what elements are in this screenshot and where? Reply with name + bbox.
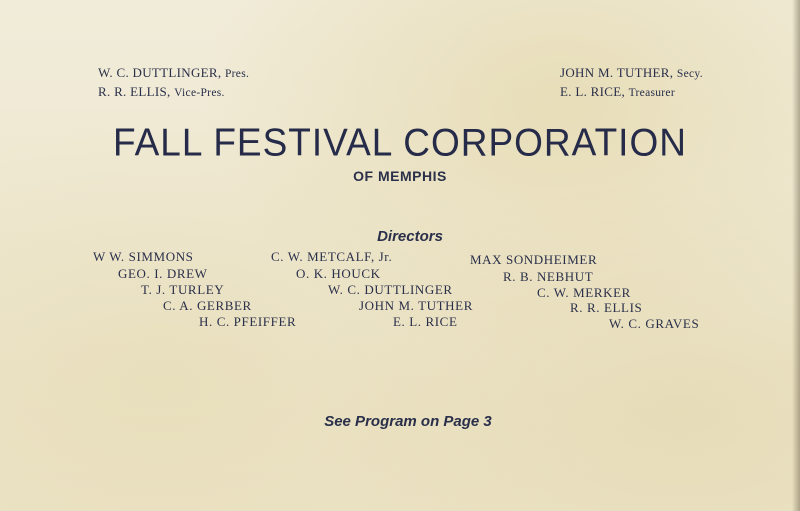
director-name: R. B. NEBHUT	[503, 269, 594, 284]
director-name: O. K. HOUCK	[296, 266, 381, 281]
officer-role: Secy.	[676, 68, 703, 80]
officer-role: Vice-Pres.	[174, 87, 225, 99]
officer-treasurer	[560, 83, 703, 102]
officer-name: JOHN M. TUTHER,	[560, 65, 674, 80]
director-name: W. C. GRAVES	[609, 316, 700, 331]
director-name: H. C. PFEIFFER	[199, 314, 297, 329]
director-name: W. C. DUTTLINGER	[328, 282, 453, 297]
officer-name: E. L. RICE,	[560, 84, 626, 99]
director-name: R. R. ELLIS	[570, 300, 643, 315]
officer-president	[98, 64, 249, 83]
directors-heading: Directors	[377, 228, 443, 245]
officers-left	[98, 64, 249, 102]
program-reference: See Program on Page 3	[324, 413, 492, 430]
director-name: C. A. GERBER	[163, 298, 252, 313]
officer-secretary	[560, 64, 703, 83]
page-edge-shadow	[792, 0, 800, 511]
director-name: MAX SONDHEIMER	[470, 252, 598, 267]
officers-right	[560, 64, 703, 102]
director-name: W W. SIMMONS	[93, 249, 194, 264]
officer-name: R. R. ELLIS,	[98, 84, 171, 99]
director-name: GEO. I. DREW	[118, 266, 208, 281]
director-name: E. L. RICE	[393, 314, 458, 329]
officer-name: W. C. DUTTLINGER,	[98, 65, 222, 80]
officer-vice-president	[98, 83, 249, 102]
page-title: FALL FESTIVAL CORPORATION	[113, 120, 687, 164]
officer-role: Treasurer	[628, 87, 675, 99]
director-name: T. J. TURLEY	[141, 282, 225, 297]
page-subtitle: OF MEMPHIS	[353, 168, 447, 184]
director-name: C. W. METCALF, Jr.	[271, 249, 393, 264]
director-name: JOHN M. TUTHER	[359, 298, 473, 313]
officer-role: Pres.	[224, 68, 250, 80]
director-name: C. W. MERKER	[537, 285, 631, 300]
